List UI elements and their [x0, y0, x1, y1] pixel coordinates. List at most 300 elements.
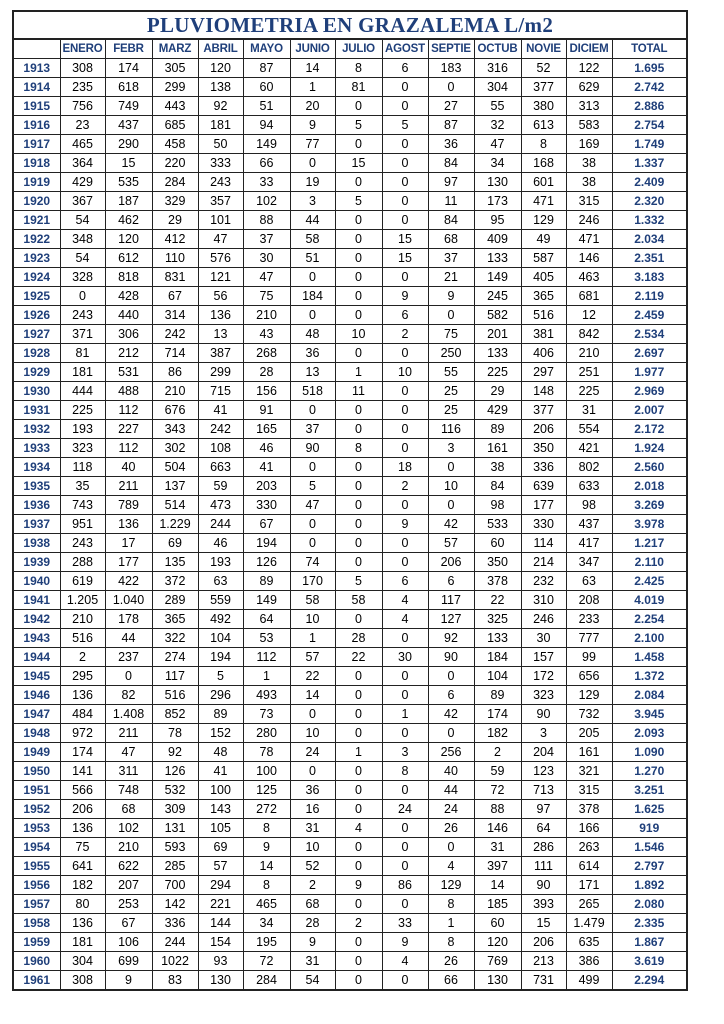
month-value-cell: 26 [428, 819, 474, 838]
month-value-cell: 92 [152, 743, 198, 762]
month-value-cell: 0 [428, 306, 474, 325]
month-value-cell: 397 [474, 857, 521, 876]
month-value-cell: 299 [152, 78, 198, 97]
year-cell: 1956 [13, 876, 60, 895]
month-value-cell: 129 [521, 211, 566, 230]
month-value-cell: 422 [105, 572, 152, 591]
year-cell: 1917 [13, 135, 60, 154]
month-value-cell: 120 [474, 933, 521, 952]
month-value-cell: 0 [335, 762, 382, 781]
month-value-cell: 149 [243, 591, 290, 610]
year-cell: 1920 [13, 192, 60, 211]
month-value-cell: 38 [566, 173, 612, 192]
month-value-cell: 54 [290, 971, 335, 991]
month-value-cell: 9 [105, 971, 152, 991]
month-value-cell: 0 [335, 173, 382, 192]
month-value-cell: 81 [335, 78, 382, 97]
month-value-cell: 0 [335, 344, 382, 363]
month-value-cell: 149 [243, 135, 290, 154]
month-value-cell: 120 [105, 230, 152, 249]
month-value-cell: 41 [243, 458, 290, 477]
total-cell: 2.797 [612, 857, 687, 876]
month-value-cell: 165 [243, 420, 290, 439]
month-value-cell: 225 [474, 363, 521, 382]
table-row [13, 857, 687, 876]
month-value-cell: 0 [335, 477, 382, 496]
month-value-cell: 54 [60, 249, 105, 268]
month-value-cell: 47 [290, 496, 335, 515]
table-row [13, 838, 687, 857]
month-value-cell: 169 [566, 135, 612, 154]
month-value-cell: 0 [335, 857, 382, 876]
month-value-cell: 99 [566, 648, 612, 667]
month-value-cell: 26 [428, 952, 474, 971]
month-value-cell: 83 [152, 971, 198, 991]
month-value-cell: 0 [428, 78, 474, 97]
month-value-cell: 0 [382, 211, 428, 230]
total-cell: 2.254 [612, 610, 687, 629]
month-value-cell: 31 [290, 819, 335, 838]
month-value-cell: 0 [382, 971, 428, 991]
month-value-cell: 177 [105, 553, 152, 572]
year-cell: 1935 [13, 477, 60, 496]
year-cell: 1915 [13, 97, 60, 116]
month-value-cell: 57 [428, 534, 474, 553]
column-header: MAYO [243, 39, 290, 59]
month-value-cell: 126 [152, 762, 198, 781]
month-value-cell: 182 [474, 724, 521, 743]
year-cell: 1931 [13, 401, 60, 420]
month-value-cell: 0 [382, 781, 428, 800]
month-value-cell: 0 [105, 667, 152, 686]
month-value-cell: 206 [521, 420, 566, 439]
month-value-cell: 0 [428, 667, 474, 686]
total-cell: 1.625 [612, 800, 687, 819]
total-cell: 1.924 [612, 439, 687, 458]
header-corner [13, 39, 60, 59]
month-value-cell: 89 [243, 572, 290, 591]
total-cell: 1.332 [612, 211, 687, 230]
month-value-cell: 731 [521, 971, 566, 991]
month-value-cell: 700 [152, 876, 198, 895]
month-value-cell: 243 [60, 534, 105, 553]
month-value-cell: 74 [290, 553, 335, 572]
month-value-cell: 133 [474, 249, 521, 268]
month-value-cell: 3 [428, 439, 474, 458]
month-value-cell: 40 [105, 458, 152, 477]
month-value-cell: 777 [566, 629, 612, 648]
month-value-cell: 0 [428, 496, 474, 515]
month-value-cell: 377 [521, 401, 566, 420]
month-value-cell: 0 [290, 458, 335, 477]
year-cell: 1923 [13, 249, 60, 268]
month-value-cell: 233 [566, 610, 612, 629]
month-value-cell: 221 [198, 895, 243, 914]
total-cell: 1.749 [612, 135, 687, 154]
month-value-cell: 0 [335, 401, 382, 420]
total-cell: 4.019 [612, 591, 687, 610]
year-cell: 1932 [13, 420, 60, 439]
month-value-cell: 78 [152, 724, 198, 743]
month-value-cell: 136 [60, 819, 105, 838]
table-row [13, 344, 687, 363]
month-value-cell: 0 [60, 287, 105, 306]
month-value-cell: 0 [382, 154, 428, 173]
month-value-cell: 347 [566, 553, 612, 572]
column-header: JUNIO [290, 39, 335, 59]
month-value-cell: 22 [290, 667, 335, 686]
month-value-cell: 1 [335, 363, 382, 382]
month-value-cell: 25 [428, 382, 474, 401]
month-value-cell: 46 [243, 439, 290, 458]
month-value-cell: 77 [290, 135, 335, 154]
month-value-cell: 123 [521, 762, 566, 781]
month-value-cell: 37 [290, 420, 335, 439]
year-cell: 1927 [13, 325, 60, 344]
month-value-cell: 329 [152, 192, 198, 211]
month-value-cell: 612 [105, 249, 152, 268]
table-row [13, 230, 687, 249]
month-value-cell: 484 [60, 705, 105, 724]
month-value-cell: 0 [382, 439, 428, 458]
month-value-cell: 2 [60, 648, 105, 667]
month-value-cell: 437 [105, 116, 152, 135]
total-cell: 1.977 [612, 363, 687, 382]
month-value-cell: 613 [521, 116, 566, 135]
month-value-cell: 465 [60, 135, 105, 154]
month-value-cell: 89 [474, 420, 521, 439]
month-value-cell: 220 [152, 154, 198, 173]
month-value-cell: 137 [152, 477, 198, 496]
month-value-cell: 676 [152, 401, 198, 420]
table-row [13, 116, 687, 135]
month-value-cell: 0 [335, 515, 382, 534]
year-cell: 1943 [13, 629, 60, 648]
month-value-cell: 10 [335, 325, 382, 344]
table-row [13, 591, 687, 610]
month-value-cell: 4 [382, 591, 428, 610]
month-value-cell: 152 [198, 724, 243, 743]
month-value-cell: 10 [290, 838, 335, 857]
month-value-cell: 237 [105, 648, 152, 667]
month-value-cell: 0 [335, 800, 382, 819]
month-value-cell: 789 [105, 496, 152, 515]
month-value-cell: 421 [566, 439, 612, 458]
month-value-cell: 1.479 [566, 914, 612, 933]
month-value-cell: 63 [566, 572, 612, 591]
table-row [13, 59, 687, 78]
month-value-cell: 40 [428, 762, 474, 781]
total-cell: 3.619 [612, 952, 687, 971]
month-value-cell: 121 [198, 268, 243, 287]
month-value-cell: 33 [382, 914, 428, 933]
month-value-cell: 97 [521, 800, 566, 819]
month-value-cell: 37 [428, 249, 474, 268]
total-cell: 1.867 [612, 933, 687, 952]
month-value-cell: 111 [521, 857, 566, 876]
total-cell: 1.090 [612, 743, 687, 762]
month-value-cell: 161 [566, 743, 612, 762]
month-value-cell: 409 [474, 230, 521, 249]
month-value-cell: 294 [198, 876, 243, 895]
month-value-cell: 0 [290, 268, 335, 287]
month-value-cell: 98 [474, 496, 521, 515]
table-row [13, 914, 687, 933]
month-value-cell: 174 [105, 59, 152, 78]
table-row [13, 78, 687, 97]
month-value-cell: 178 [105, 610, 152, 629]
month-value-cell: 818 [105, 268, 152, 287]
month-value-cell: 972 [60, 724, 105, 743]
month-value-cell: 323 [521, 686, 566, 705]
month-value-cell: 5 [335, 116, 382, 135]
table-row [13, 306, 687, 325]
total-cell: 2.351 [612, 249, 687, 268]
month-value-cell: 91 [243, 401, 290, 420]
month-value-cell: 532 [152, 781, 198, 800]
month-value-cell: 87 [428, 116, 474, 135]
month-value-cell: 87 [243, 59, 290, 78]
month-value-cell: 144 [198, 914, 243, 933]
month-value-cell: 1.205 [60, 591, 105, 610]
year-cell: 1919 [13, 173, 60, 192]
month-value-cell: 243 [60, 306, 105, 325]
month-value-cell: 6 [382, 306, 428, 325]
month-value-cell: 130 [198, 971, 243, 991]
table-row [13, 439, 687, 458]
month-value-cell: 1022 [152, 952, 198, 971]
month-value-cell: 516 [521, 306, 566, 325]
month-value-cell: 576 [198, 249, 243, 268]
year-cell: 1940 [13, 572, 60, 591]
month-value-cell: 0 [335, 249, 382, 268]
month-value-cell: 14 [290, 59, 335, 78]
month-value-cell: 14 [243, 857, 290, 876]
month-value-cell: 54 [60, 211, 105, 230]
month-value-cell: 443 [152, 97, 198, 116]
month-value-cell: 161 [474, 439, 521, 458]
month-value-cell: 308 [60, 971, 105, 991]
month-value-cell: 3 [382, 743, 428, 762]
table-row [13, 629, 687, 648]
month-value-cell: 0 [290, 534, 335, 553]
month-value-cell: 244 [152, 933, 198, 952]
total-cell: 1.546 [612, 838, 687, 857]
month-value-cell: 243 [198, 173, 243, 192]
table-row [13, 876, 687, 895]
month-value-cell: 90 [290, 439, 335, 458]
month-value-cell: 44 [105, 629, 152, 648]
month-value-cell: 0 [382, 382, 428, 401]
month-value-cell: 15 [105, 154, 152, 173]
month-value-cell: 15 [382, 230, 428, 249]
total-cell: 2.294 [612, 971, 687, 991]
month-value-cell: 5 [335, 572, 382, 591]
table-row [13, 800, 687, 819]
month-value-cell: 593 [152, 838, 198, 857]
total-cell: 1.458 [612, 648, 687, 667]
total-cell: 2.119 [612, 287, 687, 306]
month-value-cell: 168 [521, 154, 566, 173]
month-value-cell: 0 [335, 97, 382, 116]
month-value-cell: 250 [428, 344, 474, 363]
month-value-cell: 0 [382, 401, 428, 420]
month-value-cell: 68 [290, 895, 335, 914]
month-value-cell: 177 [521, 496, 566, 515]
month-value-cell: 756 [60, 97, 105, 116]
month-value-cell: 685 [152, 116, 198, 135]
month-value-cell: 641 [60, 857, 105, 876]
month-value-cell: 204 [521, 743, 566, 762]
total-cell: 1.695 [612, 59, 687, 78]
month-value-cell: 108 [198, 439, 243, 458]
month-value-cell: 181 [60, 933, 105, 952]
table-row [13, 781, 687, 800]
month-value-cell: 265 [566, 895, 612, 914]
month-value-cell: 60 [474, 534, 521, 553]
month-value-cell: 284 [152, 173, 198, 192]
month-value-cell: 471 [566, 230, 612, 249]
total-cell: 3.945 [612, 705, 687, 724]
month-value-cell: 194 [243, 534, 290, 553]
month-value-cell: 210 [243, 306, 290, 325]
month-value-cell: 67 [243, 515, 290, 534]
month-value-cell: 23 [60, 116, 105, 135]
month-value-cell: 84 [474, 477, 521, 496]
month-value-cell: 210 [152, 382, 198, 401]
month-value-cell: 117 [152, 667, 198, 686]
month-value-cell: 50 [198, 135, 243, 154]
month-value-cell: 587 [521, 249, 566, 268]
month-value-cell: 4 [382, 952, 428, 971]
month-value-cell: 78 [243, 743, 290, 762]
month-value-cell: 10 [290, 610, 335, 629]
month-value-cell: 518 [290, 382, 335, 401]
year-cell: 1925 [13, 287, 60, 306]
month-value-cell: 172 [521, 667, 566, 686]
month-value-cell: 583 [566, 116, 612, 135]
month-value-cell: 9 [428, 287, 474, 306]
month-value-cell: 135 [152, 553, 198, 572]
month-value-cell: 9 [335, 876, 382, 895]
month-value-cell: 112 [105, 439, 152, 458]
year-cell: 1957 [13, 895, 60, 914]
month-value-cell: 333 [198, 154, 243, 173]
month-value-cell: 47 [474, 135, 521, 154]
month-value-cell: 59 [198, 477, 243, 496]
month-value-cell: 24 [382, 800, 428, 819]
month-value-cell: 322 [152, 629, 198, 648]
column-header: MARZ [152, 39, 198, 59]
month-value-cell: 951 [60, 515, 105, 534]
month-value-cell: 30 [382, 648, 428, 667]
month-value-cell: 663 [198, 458, 243, 477]
month-value-cell: 28 [335, 629, 382, 648]
month-value-cell: 8 [243, 876, 290, 895]
month-value-cell: 36 [290, 781, 335, 800]
month-value-cell: 174 [474, 705, 521, 724]
month-value-cell: 463 [566, 268, 612, 287]
month-value-cell: 732 [566, 705, 612, 724]
month-value-cell: 100 [243, 762, 290, 781]
month-value-cell: 372 [152, 572, 198, 591]
month-value-cell: 0 [382, 97, 428, 116]
table-row [13, 401, 687, 420]
month-value-cell: 75 [60, 838, 105, 857]
month-value-cell: 1 [335, 743, 382, 762]
month-value-cell: 699 [105, 952, 152, 971]
month-value-cell: 393 [521, 895, 566, 914]
year-cell: 1926 [13, 306, 60, 325]
month-value-cell: 156 [243, 382, 290, 401]
month-value-cell: 302 [152, 439, 198, 458]
month-value-cell: 60 [474, 914, 521, 933]
month-value-cell: 311 [105, 762, 152, 781]
month-value-cell: 290 [105, 135, 152, 154]
month-value-cell: 58 [290, 230, 335, 249]
month-value-cell: 9 [290, 933, 335, 952]
month-value-cell: 316 [474, 59, 521, 78]
month-value-cell: 13 [198, 325, 243, 344]
year-cell: 1947 [13, 705, 60, 724]
month-value-cell: 154 [198, 933, 243, 952]
month-value-cell: 66 [428, 971, 474, 991]
month-value-cell: 47 [105, 743, 152, 762]
month-value-cell: 194 [198, 648, 243, 667]
month-value-cell: 313 [566, 97, 612, 116]
month-value-cell: 225 [60, 401, 105, 420]
month-value-cell: 47 [198, 230, 243, 249]
month-value-cell: 10 [428, 477, 474, 496]
month-value-cell: 3 [521, 724, 566, 743]
month-value-cell: 304 [60, 952, 105, 971]
month-value-cell: 285 [152, 857, 198, 876]
month-value-cell: 193 [198, 553, 243, 572]
year-cell: 1924 [13, 268, 60, 287]
month-value-cell: 46 [198, 534, 243, 553]
year-cell: 1950 [13, 762, 60, 781]
month-value-cell: 75 [428, 325, 474, 344]
month-value-cell: 212 [105, 344, 152, 363]
month-value-cell: 5 [198, 667, 243, 686]
month-value-cell: 714 [152, 344, 198, 363]
month-value-cell: 371 [60, 325, 105, 344]
month-value-cell: 417 [566, 534, 612, 553]
month-value-cell: 33 [243, 173, 290, 192]
month-value-cell: 214 [521, 553, 566, 572]
month-value-cell: 232 [521, 572, 566, 591]
month-value-cell: 0 [335, 306, 382, 325]
month-value-cell: 2 [474, 743, 521, 762]
month-value-cell: 36 [428, 135, 474, 154]
month-value-cell: 0 [335, 838, 382, 857]
month-value-cell: 44 [428, 781, 474, 800]
month-value-cell: 42 [428, 515, 474, 534]
month-value-cell: 68 [105, 800, 152, 819]
total-cell: 3.251 [612, 781, 687, 800]
month-value-cell: 29 [474, 382, 521, 401]
year-cell: 1955 [13, 857, 60, 876]
year-cell: 1953 [13, 819, 60, 838]
month-value-cell: 193 [60, 420, 105, 439]
month-value-cell: 43 [243, 325, 290, 344]
month-value-cell: 256 [428, 743, 474, 762]
month-value-cell: 245 [474, 287, 521, 306]
table-row [13, 648, 687, 667]
year-cell: 1930 [13, 382, 60, 401]
month-value-cell: 112 [105, 401, 152, 420]
month-value-cell: 0 [335, 268, 382, 287]
